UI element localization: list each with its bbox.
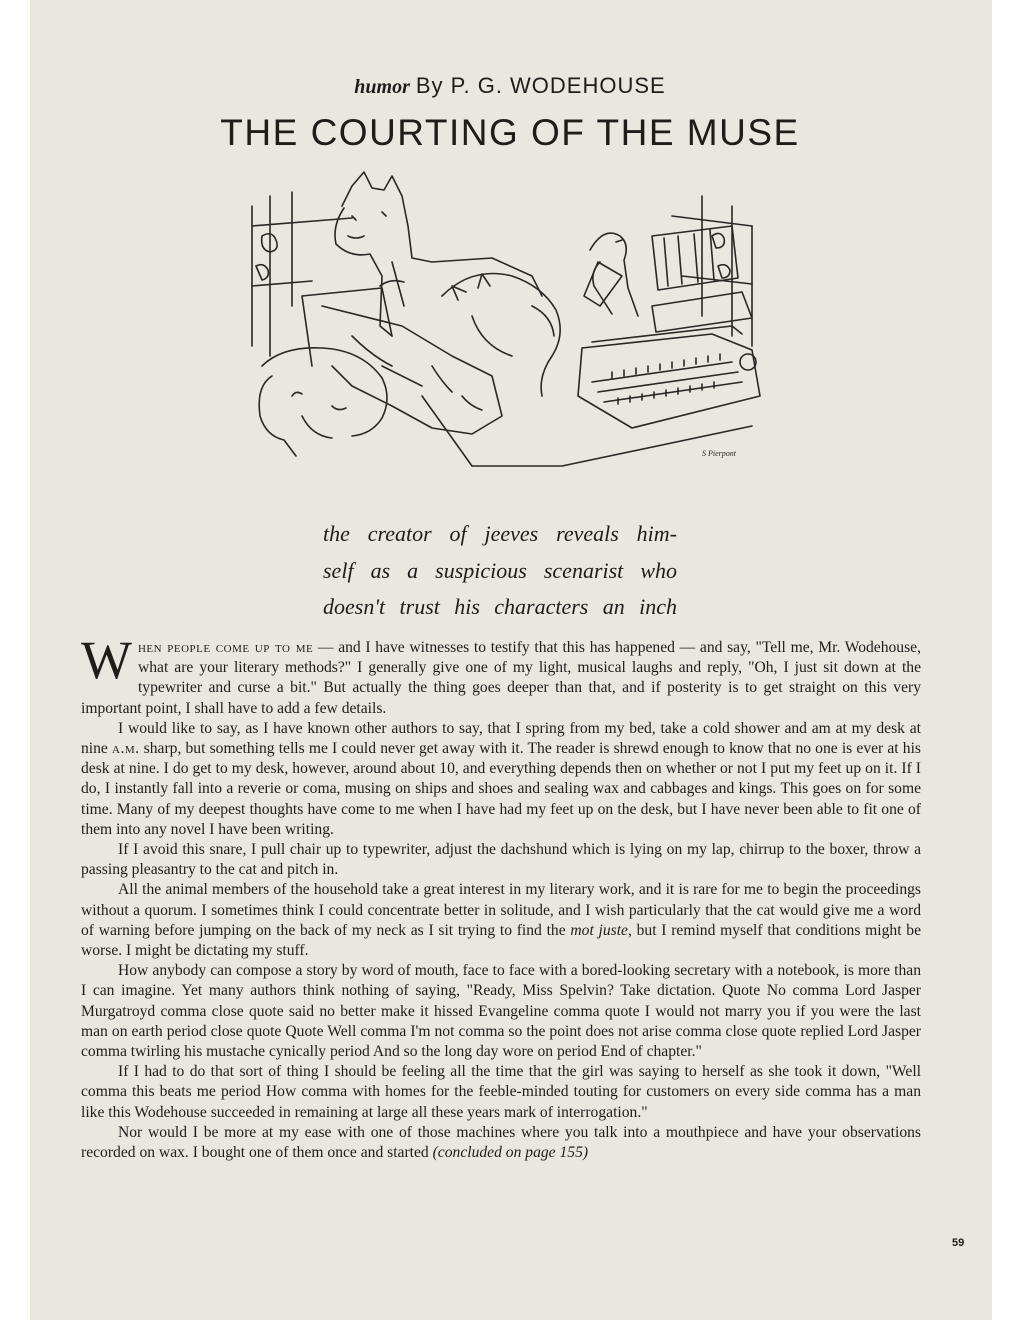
byline bbox=[0, 72, 1020, 101]
deck-line: self as a suspicious scenarist who bbox=[323, 557, 677, 583]
paragraph bbox=[81, 880, 921, 961]
paragraph bbox=[81, 719, 921, 840]
paragraph bbox=[81, 630, 921, 719]
desk bbox=[302, 288, 752, 466]
article-deck bbox=[323, 516, 677, 626]
deck-line: doesn't trust his characters an inch bbox=[323, 594, 677, 619]
writer-legs bbox=[322, 262, 622, 434]
article-title: THE COURTING OF THE MUSE bbox=[220, 112, 800, 153]
paragraph-text: , but I remind myself that conditions might be worse. I might be dictating my stuff. bbox=[81, 921, 922, 960]
paragraph: How anybody can compose a story by word of mouth, face to face with a bored-looking secretary with a notebook, is more than I can imagine. Yet many authors think nothing of saying, "Ready, Miss Spelvin? Take dictation. Quote No comma Lord Jasper Murgatroyd comma close quote said no better make it hissed Evangeline comma quote I would not marry you if you were the last man on earth period close quote Quote Well comma I'm not comma so the point does not arise comma close quote replied Lord Jasper comma twirling his mustache cynically period And so the long day wore on period End of chapter." bbox=[81, 962, 921, 1061]
books bbox=[652, 226, 738, 290]
paragraph-text: All the animal members of the household take a great interest in my literary work, and it is rare for me to begin the proceedings without a quorum. I sometimes think I could concentrate better in solitude, and I wish particularly that the cat would give me a word of warning before jumping on the back of my neck as I sit trying to find the bbox=[81, 881, 921, 939]
paragraph bbox=[81, 1123, 921, 1163]
author-name: By P. G. WODEHOUSE bbox=[415, 73, 666, 98]
paragraph-text: I would like to say, as I have known other authors to say, that I spring from my bed, take a cold shower and am at my desk at nine bbox=[81, 719, 921, 758]
boxer-dog bbox=[335, 172, 542, 336]
page-number: 59 bbox=[952, 1237, 965, 1249]
time-abbreviation: a.m. bbox=[112, 740, 140, 758]
illustration-writer-with-pets bbox=[232, 166, 772, 488]
paragraph-text: Nor would I be more at my ease with one of those machines where you talk into a mouthpiece and have your observations recorded on wax. I bought one of them once and started bbox=[81, 1123, 921, 1162]
drop-cap: W bbox=[81, 630, 132, 690]
deck-line: the creator of jeeves reveals him- bbox=[323, 521, 677, 546]
dachshund bbox=[259, 348, 387, 456]
paragraph-text: sharp, but something tells me I could never get away with it. The reader is shrewd enough to know that no one is ever at his desk at nine. I do get to my desk, however, around about 10, and everything depends then on whether or not I put my feet up on it. If I do, I instantly fall into a reverie or coma, musing on ships and shoes and sealing wax and cabbages and kings. This goes on for some time. Many of my deepest thoughts have come to me when I have had my feet up on the desk, but I have never been able to fit one of them into any novel I have been writing. bbox=[81, 740, 921, 838]
genre-label: humor bbox=[354, 76, 410, 98]
illustrator-signature: S Pierpont bbox=[702, 449, 736, 458]
paragraph-text: — and I have witnesses to testify that this has happened — and say, "Tell me, Mr. Wodehouse, what are your literary methods?" I generally give one of my light, musical laughs and reply, "Oh, I just sit down at the typewriter and curse a bit." But actually the thing goes deeper than that, and if posterity is to get straight on this very important point, I shall have to add a few details. bbox=[81, 639, 921, 717]
paragraph: If I avoid this snare, I pull chair up to typewriter, adjust the dachshund which is lying on my lap, chirrup to the boxer, throw a passing pleasantry to the cat and pitch in. bbox=[81, 841, 921, 879]
paragraph: If I had to do that sort of thing I should be feeling all the time that the girl was saying to herself as she took it down, "Well comma this beats me period How comma with homes for the feeble-minded touting for customers on every side comma has a man like this Wodehouse succeeded in remaining at large all these years mark of interrogation." bbox=[81, 1063, 921, 1121]
article-body bbox=[81, 630, 922, 1163]
opening-small-caps: hen people come up to me bbox=[137, 639, 314, 656]
cat bbox=[442, 274, 560, 397]
italic-phrase: mot juste bbox=[570, 921, 628, 939]
continuation-note: (concluded on page 155) bbox=[432, 1144, 589, 1162]
